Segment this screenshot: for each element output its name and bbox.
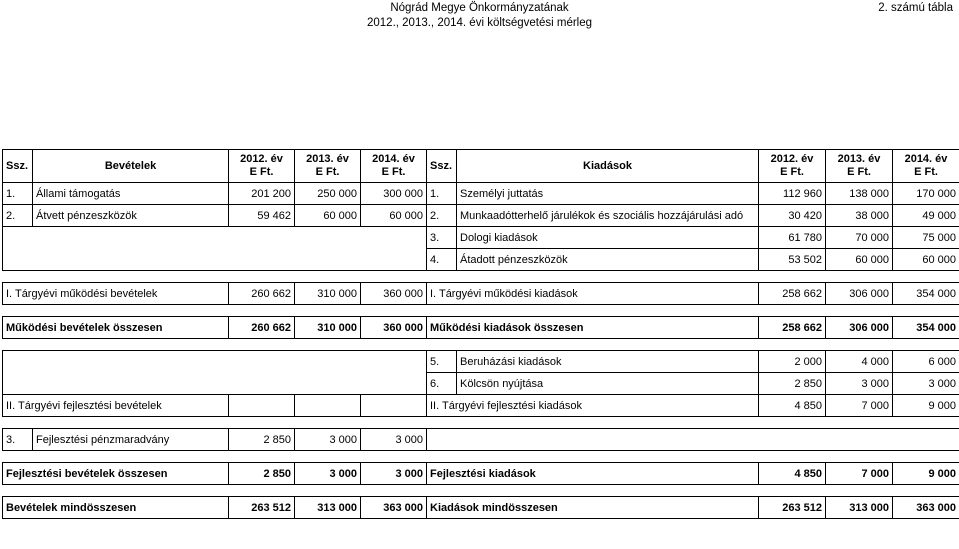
document-title <box>0 0 959 30</box>
col-2014-left: 2014. év E Ft. <box>361 150 427 183</box>
spacer-row <box>3 485 959 497</box>
value-2014: 3 000 <box>361 429 427 451</box>
value-2014: 360 000 <box>361 283 427 305</box>
value-2012: 258 662 <box>759 317 826 339</box>
total-row <box>3 463 959 485</box>
row-label: II. Tárgyévi fejlesztési bevételek <box>3 395 229 417</box>
value-2012: 30 420 <box>759 205 826 227</box>
value-2012: 4 850 <box>759 395 826 417</box>
row-label: II. Tárgyévi fejlesztési kiadások <box>427 395 759 417</box>
row-ssz: 3. <box>427 227 457 249</box>
value-2014: 9 000 <box>893 395 959 417</box>
table-row <box>3 429 959 451</box>
value-2012: 263 512 <box>229 497 295 519</box>
row-label: Fejlesztési kiadások <box>427 463 759 485</box>
row-label: Beruházási kiadások <box>457 351 759 373</box>
table-number: 2. számú tábla <box>878 2 953 14</box>
value-2014: 60 000 <box>361 205 427 227</box>
value-2012: 260 662 <box>229 283 295 305</box>
spacer-row <box>3 271 959 283</box>
row-ssz: 3. <box>3 429 33 451</box>
value-2014: 3 000 <box>893 373 959 395</box>
value-2012: 2 000 <box>759 351 826 373</box>
value-2013: 60 000 <box>295 205 361 227</box>
value-2012: 260 662 <box>229 317 295 339</box>
value-2014: 9 000 <box>893 463 959 485</box>
value-2014: 354 000 <box>893 283 959 305</box>
value-2012: 263 512 <box>759 497 826 519</box>
value-2014: 3 000 <box>361 463 427 485</box>
value-2012: 61 780 <box>759 227 826 249</box>
value-2014: 75 000 <box>893 227 959 249</box>
value-2014: 360 000 <box>361 317 427 339</box>
value-2012: 258 662 <box>759 283 826 305</box>
value-2013 <box>295 395 361 417</box>
col-ssz-left: Ssz. <box>3 150 33 183</box>
row-ssz: 1. <box>3 183 33 205</box>
value-2013: 38 000 <box>826 205 893 227</box>
row-label: Személyi juttatás <box>457 183 759 205</box>
spacer-row <box>3 339 959 351</box>
row-label: Fejlesztési pénzmaradvány <box>33 429 229 451</box>
value-2013: 313 000 <box>295 497 361 519</box>
row-label: Kiadások mindösszesen <box>427 497 759 519</box>
table-row <box>3 183 959 205</box>
col-2013-left: 2013. év E Ft. <box>295 150 361 183</box>
row-ssz: 2. <box>3 205 33 227</box>
value-2012 <box>229 395 295 417</box>
value-2013: 306 000 <box>826 283 893 305</box>
row-label: Működési kiadások összesen <box>427 317 759 339</box>
row-label: Bevételek mindösszesen <box>3 497 229 519</box>
table-row <box>3 205 959 227</box>
spacer-row <box>3 417 959 429</box>
row-label: I. Tárgyévi működési kiadások <box>427 283 759 305</box>
value-2013: 3 000 <box>826 373 893 395</box>
value-2013: 7 000 <box>826 395 893 417</box>
row-label: Átadott pénzeszközök <box>457 249 759 271</box>
spacer-row <box>3 451 959 463</box>
value-2012: 2 850 <box>229 463 295 485</box>
value-2013: 138 000 <box>826 183 893 205</box>
value-2012: 53 502 <box>759 249 826 271</box>
grand-total-row <box>3 497 959 519</box>
value-2012: 112 960 <box>759 183 826 205</box>
col-bevetelek: Bevételek <box>33 150 229 183</box>
row-label: Kölcsön nyújtása <box>457 373 759 395</box>
empty-cell <box>3 351 427 395</box>
row-label: Fejlesztési bevételek összesen <box>3 463 229 485</box>
value-2012: 2 850 <box>229 429 295 451</box>
col-ssz-right: Ssz. <box>427 150 457 183</box>
value-2014: 60 000 <box>893 249 959 271</box>
value-2013: 3 000 <box>295 463 361 485</box>
row-ssz: 5. <box>427 351 457 373</box>
value-2013: 60 000 <box>826 249 893 271</box>
value-2013: 7 000 <box>826 463 893 485</box>
subtotal-row <box>3 283 959 305</box>
row-ssz: 4. <box>427 249 457 271</box>
value-2014: 170 000 <box>893 183 959 205</box>
table-row <box>3 227 959 249</box>
value-2013: 313 000 <box>826 497 893 519</box>
col-2013-right: 2013. év E Ft. <box>826 150 893 183</box>
value-2014: 363 000 <box>893 497 959 519</box>
value-2013: 306 000 <box>826 317 893 339</box>
row-label: Munkaadótterhelő járulékok és szociális hozzájárulási adó <box>457 205 759 227</box>
value-2012: 59 462 <box>229 205 295 227</box>
row-label: Állami támogatás <box>33 183 229 205</box>
value-2013: 3 000 <box>295 429 361 451</box>
col-2012-right: 2012. év E Ft. <box>759 150 826 183</box>
org-name: Nógrád Megye Önkormányzatának <box>390 2 569 14</box>
table-row <box>3 351 959 373</box>
total-row <box>3 317 959 339</box>
header-row <box>3 150 959 183</box>
budget-balance-table <box>2 149 959 519</box>
row-ssz: 2. <box>427 205 457 227</box>
col-2014-right: 2014. év E Ft. <box>893 150 959 183</box>
empty-cell <box>3 227 427 271</box>
value-2014: 6 000 <box>893 351 959 373</box>
value-2013: 310 000 <box>295 283 361 305</box>
value-2014 <box>361 395 427 417</box>
spacer-row <box>3 305 959 317</box>
value-2013: 70 000 <box>826 227 893 249</box>
subtotal-row <box>3 395 959 417</box>
row-ssz: 6. <box>427 373 457 395</box>
value-2012: 2 850 <box>759 373 826 395</box>
value-2014: 49 000 <box>893 205 959 227</box>
row-label: Működési bevételek összesen <box>3 317 229 339</box>
value-2012: 4 850 <box>759 463 826 485</box>
row-ssz: 1. <box>427 183 457 205</box>
value-2013: 310 000 <box>295 317 361 339</box>
col-kiadasok: Kiadások <box>457 150 759 183</box>
row-label: Átvett pénzeszközök <box>33 205 229 227</box>
value-2013: 250 000 <box>295 183 361 205</box>
value-2014: 363 000 <box>361 497 427 519</box>
value-2014: 300 000 <box>361 183 427 205</box>
balance-subtitle: 2012., 2013., 2014. évi költségvetési mérleg <box>366 17 593 29</box>
value-2013: 4 000 <box>826 351 893 373</box>
row-label: I. Tárgyévi működési bevételek <box>3 283 229 305</box>
value-2012: 201 200 <box>229 183 295 205</box>
col-2012-left: 2012. év E Ft. <box>229 150 295 183</box>
row-label: Dologi kiadások <box>457 227 759 249</box>
value-2014: 354 000 <box>893 317 959 339</box>
